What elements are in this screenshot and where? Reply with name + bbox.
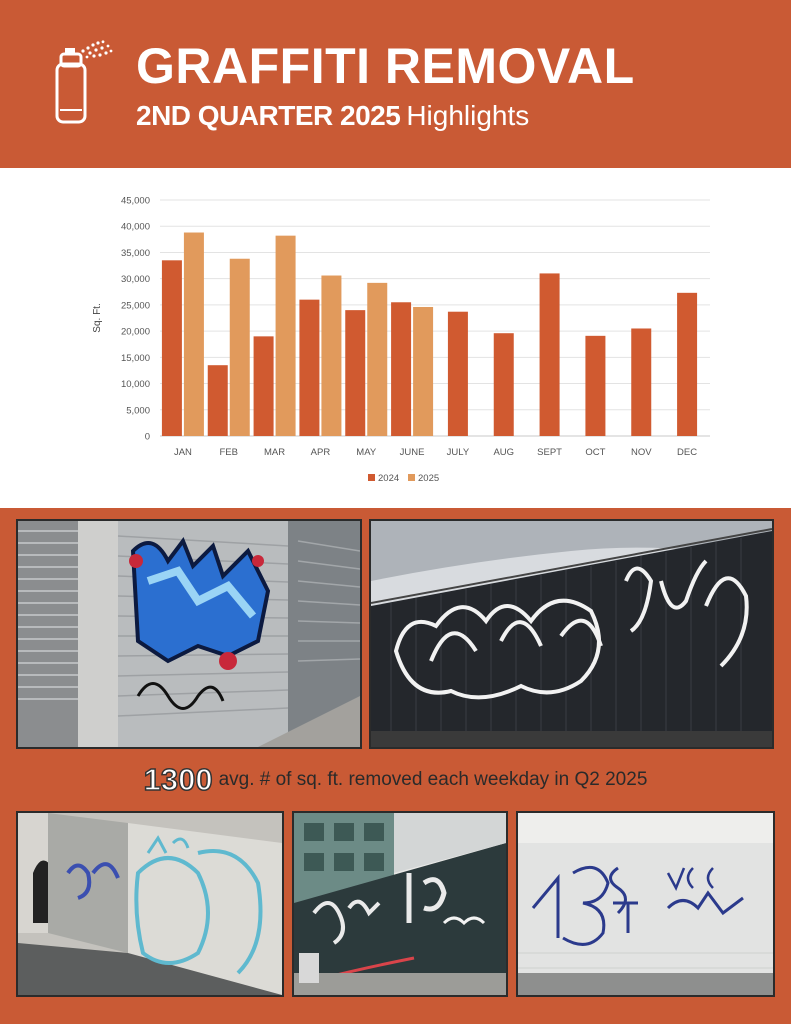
bar-2024-mar [254,336,274,436]
bar-2025-may [367,283,387,436]
x-tick-label: DEC [677,447,698,458]
bar-2024-jan [162,260,182,436]
y-tick-label: 20,000 [120,326,150,338]
photo-window-graffiti [292,811,508,997]
legend-swatch-2025 [408,474,415,481]
legend-label: 2025 [418,473,440,484]
bar-2024-feb [208,365,228,436]
x-tick-label: JAN [173,447,192,458]
subtitle-highlights: Highlights [406,100,530,131]
photo-white-wall-tag [516,811,775,997]
photo-roll-shutter-graffiti [16,519,362,749]
y-tick-label: 40,000 [120,221,150,233]
y-tick-label: 35,000 [120,247,150,259]
bar-2025-jan [184,233,204,436]
legend-swatch-2024 [368,474,375,481]
photo-wall-graffiti [16,811,284,997]
bar-2024-may [345,310,365,436]
bar-2025-feb [230,259,250,436]
bar-2024-sept [540,273,560,436]
y-tick-label: 45,000 [120,195,150,207]
bar-2024-nov [631,328,651,436]
y-tick-label: 15,000 [120,352,150,364]
legend-label: 2024 [378,473,400,484]
bar-2024-aug [494,333,514,436]
chart-panel [0,168,791,508]
bar-2024-july [448,312,468,436]
x-tick-label: NOV [630,447,652,458]
stat-text: avg. # of sq. ft. removed each weekday in Q2 2025 [218,769,648,790]
x-tick-label: MAR [264,447,286,458]
stat-line [0,762,791,798]
bar-2025-mar [276,236,296,436]
x-tick-label: APR [310,447,331,458]
photo-fence-graffiti [369,519,774,749]
y-tick-label: 5,000 [126,405,150,417]
bar-2024-apr [299,300,319,436]
stat-number: 1300 [143,762,213,797]
bar-2024-june [391,302,411,436]
x-tick-label: FEB [219,447,238,458]
y-tick-label: 10,000 [120,379,150,391]
x-tick-label: AUG [493,447,515,458]
bar-2024-dec [677,293,697,436]
x-tick-label: JUNE [399,447,425,458]
bar-2025-june [413,307,433,436]
y-tick-label: 25,000 [120,300,150,312]
bar-2025-apr [321,276,341,436]
bar-chart [0,168,791,508]
page-title: GRAFFITI REMOVAL [136,38,635,94]
x-tick-label: MAY [356,447,377,458]
x-tick-label: OCT [585,447,606,458]
y-tick-label: 0 [144,431,150,443]
page-subtitle [136,100,529,132]
header [0,0,791,168]
x-tick-label: JULY [446,447,470,458]
y-tick-label: 30,000 [120,274,150,286]
x-tick-label: SEPT [537,447,562,458]
bar-2024-oct [585,336,605,436]
y-axis-label: Sq. Ft. [92,303,103,333]
spray-can-icon [50,40,120,130]
subtitle-quarter: 2ND QUARTER 2025 [136,100,401,131]
